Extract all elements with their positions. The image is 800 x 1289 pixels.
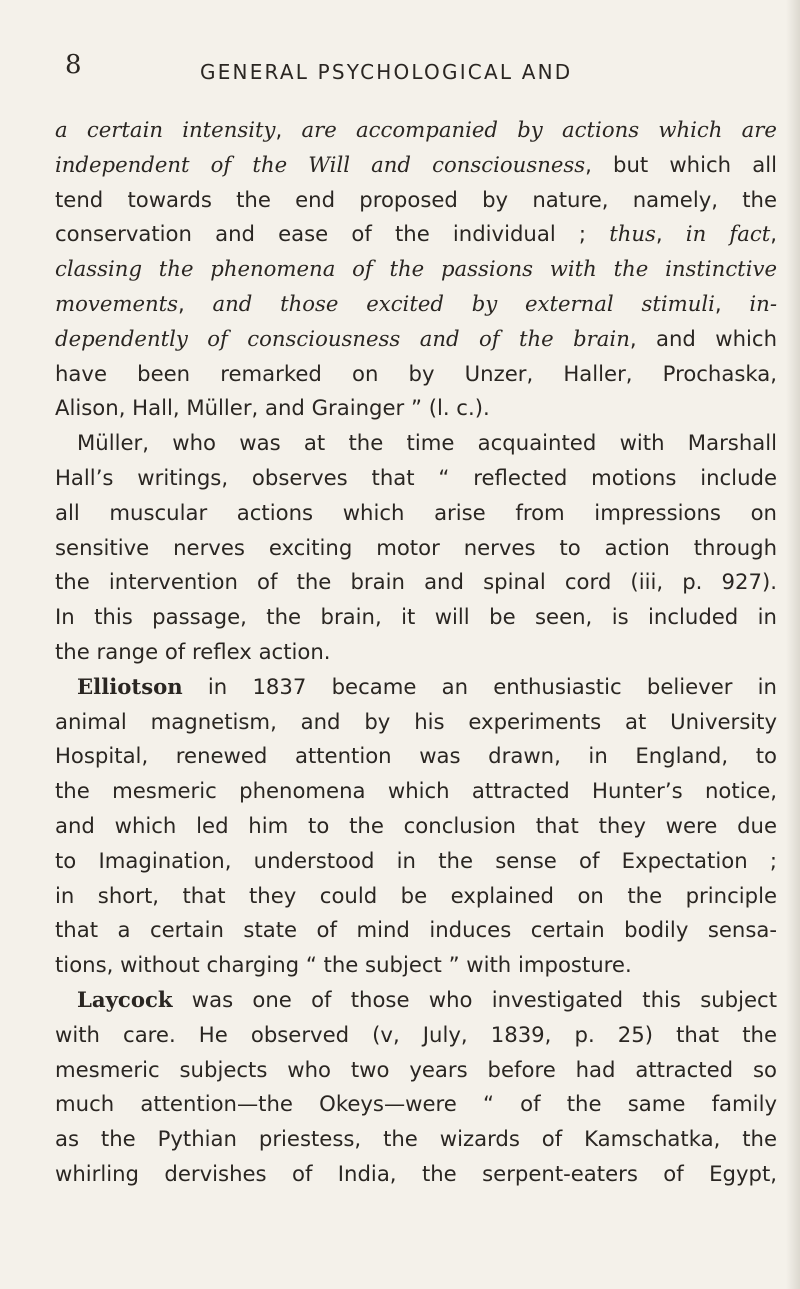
text-run: much attention—the Okeys—were “ of the same family bbox=[55, 1091, 777, 1117]
text-line bbox=[55, 322, 777, 357]
text-run: , bbox=[770, 221, 777, 247]
text-run: to Imagination, understood in the sense of Expectation ; bbox=[55, 847, 777, 873]
text-run: , bbox=[275, 117, 302, 142]
text-line bbox=[55, 565, 777, 600]
text-line bbox=[55, 217, 777, 252]
text-line bbox=[55, 252, 777, 287]
bold-name: Elliotson bbox=[77, 673, 183, 699]
text-run: the intervention of the brain and spinal cord (iii, p. 927). bbox=[55, 569, 777, 595]
text-run: , but which all bbox=[585, 151, 777, 177]
text-run: in 1837 became an enthusiastic believer in bbox=[182, 673, 777, 699]
text-run: in short, that they could be explained on the principle bbox=[55, 882, 777, 908]
italic-text: in- bbox=[749, 290, 777, 316]
text-run: mesmeric subjects who two years before had attracted so bbox=[55, 1056, 777, 1082]
italic-text: classing the phenomena of the passions with the instinctive bbox=[55, 256, 777, 282]
text-run: Hospital, renewed attention was drawn, in England, to bbox=[55, 743, 777, 769]
text-line bbox=[55, 600, 777, 635]
text-run: , and which bbox=[629, 325, 777, 351]
italic-text: thus bbox=[609, 221, 656, 247]
text-run: animal magnetism, and by his experiments at University bbox=[55, 708, 777, 734]
text-run: sensitive nerves exciting motor nerves to action through bbox=[55, 534, 777, 560]
text-line bbox=[55, 635, 777, 670]
text-line bbox=[55, 1053, 777, 1088]
text-run: and which led him to the conclusion that they were due bbox=[55, 812, 777, 838]
text-line bbox=[55, 739, 777, 774]
italic-text: are accompanied by actions which are bbox=[301, 117, 777, 142]
text-line bbox=[55, 913, 777, 948]
text-line bbox=[55, 705, 777, 740]
text-run: , bbox=[655, 221, 686, 247]
text-line bbox=[55, 113, 777, 148]
italic-text: a certain intensity bbox=[55, 117, 276, 142]
text-run: , bbox=[178, 290, 213, 316]
text-line bbox=[55, 531, 777, 566]
text-line bbox=[55, 461, 777, 496]
text-line bbox=[55, 148, 777, 183]
text-line bbox=[55, 357, 777, 392]
italic-text: dependently of consciousness and of the brain bbox=[55, 325, 630, 351]
page-number: 8 bbox=[65, 50, 82, 80]
text-line bbox=[55, 1122, 777, 1157]
text-line bbox=[55, 1087, 777, 1122]
text-run: the mesmeric phenomena which attracted Hunter’s notice, bbox=[55, 778, 777, 804]
text-line bbox=[55, 426, 777, 461]
italic-text: and those excited by external stimuli bbox=[212, 290, 715, 316]
page-edge-shadow bbox=[786, 0, 800, 1289]
text-run: was one of those who investigated this subject bbox=[172, 986, 777, 1012]
text-line bbox=[55, 1157, 777, 1192]
text-run: Alison, Hall, Müller, and Grainger ” (l. c.). bbox=[55, 395, 490, 421]
text-run: conservation and ease of the individual ; bbox=[55, 221, 610, 247]
text-run: Hall’s writings, observes that “ reflected motions include bbox=[55, 464, 777, 490]
text-line bbox=[55, 287, 777, 322]
italic-text: independent of the Will and consciousness bbox=[55, 151, 586, 177]
text-run: Müller, who was at the time acquainted with Marshall bbox=[77, 430, 777, 456]
text-run: tend towards the end proposed by nature, namely, the bbox=[55, 186, 777, 212]
text-line bbox=[55, 948, 777, 983]
text-line bbox=[55, 391, 777, 426]
text-line bbox=[55, 1018, 777, 1053]
text-run: whirling dervishes of India, the serpent-eaters of Egypt, bbox=[55, 1160, 777, 1186]
text-run: all muscular actions which arise from impressions on bbox=[55, 499, 777, 525]
text-run: that a certain state of mind induces certain bodily sensa- bbox=[55, 917, 777, 943]
italic-text: in fact bbox=[685, 221, 771, 247]
text-line bbox=[55, 983, 777, 1018]
text-run: the range of reflex action. bbox=[55, 638, 331, 664]
text-run: tions, without charging “ the subject ” with imposture. bbox=[55, 952, 632, 978]
text-run: with care. He observed (v, July, 1839, p. 25) that the bbox=[55, 1021, 777, 1047]
text-line bbox=[55, 183, 777, 218]
text-run: have been remarked on by Unzer, Haller, Prochaska, bbox=[55, 360, 777, 386]
text-run: , bbox=[714, 290, 750, 316]
text-run: In this passage, the brain, it will be seen, is included in bbox=[55, 604, 777, 630]
italic-text: movements bbox=[55, 290, 179, 316]
body-text bbox=[55, 113, 777, 1192]
text-line bbox=[55, 670, 777, 705]
running-head: GENERAL PSYCHOLOGICAL AND bbox=[200, 60, 573, 84]
text-line bbox=[55, 496, 777, 531]
text-run: as the Pythian priestess, the wizards of Kamschatka, the bbox=[55, 1126, 777, 1152]
bold-name: Laycock bbox=[77, 986, 173, 1012]
text-line bbox=[55, 809, 777, 844]
text-line bbox=[55, 844, 777, 879]
text-line bbox=[55, 879, 777, 914]
text-line bbox=[55, 774, 777, 809]
